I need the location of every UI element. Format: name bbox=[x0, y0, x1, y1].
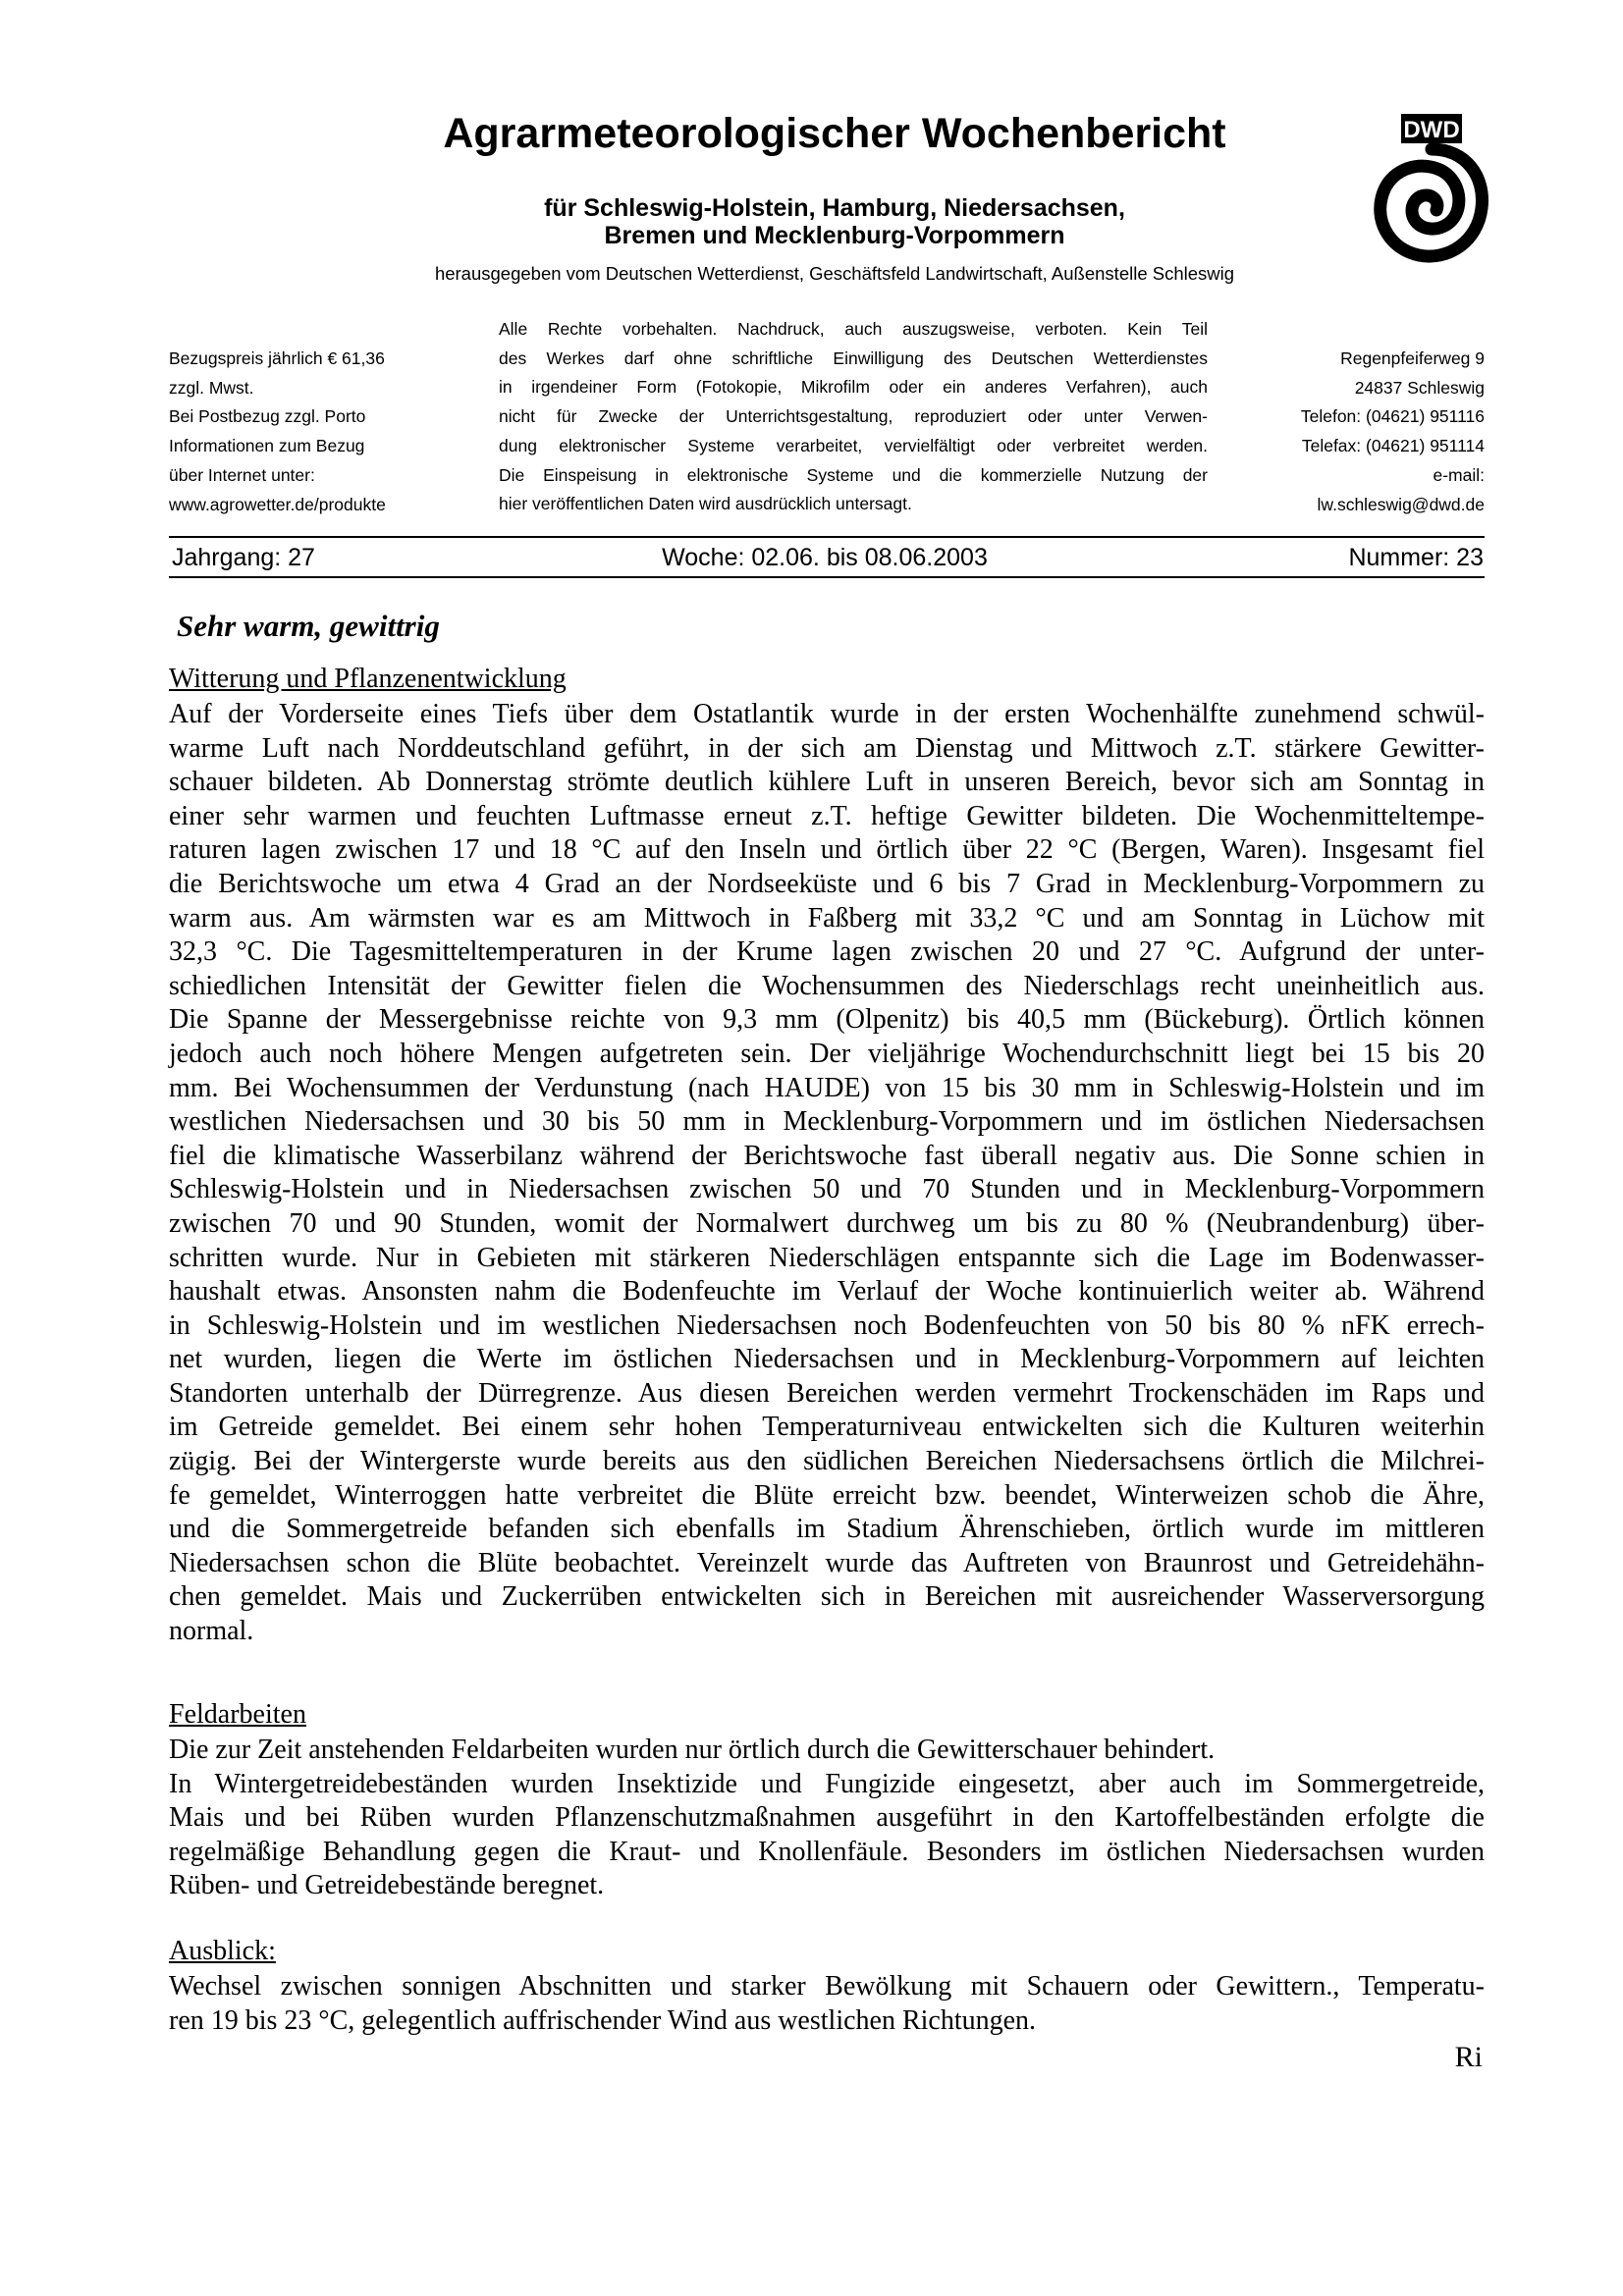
text-line: schritten wurde. Nur in Gebieten mit stärkeren Niederschlägen entspannte sich die Lage im Bodenwasser- bbox=[169, 1242, 1485, 1273]
text-line: warm aus. Am wärmsten war es am Mittwoch in Faßberg mit 33,2 °C und am Sonntag in Lüchow mit bbox=[169, 902, 1485, 934]
section-heading-witterung: Witterung und Pflanzenentwicklung bbox=[169, 664, 567, 694]
subscription-line: Informationen zum Bezug bbox=[169, 436, 365, 456]
text-line: warme Luft nach Norddeutschland geführt, in der sich am Dienstag und Mittwoch z.T. stärkere Gewitter- bbox=[169, 732, 1485, 764]
text-line: schauer bildeten. Ab Donnerstag strömte deutlich kühlere Luft in unseren Bereich, bevor sich am Sonntag in bbox=[169, 767, 1485, 798]
subscription-line: www.agrowetter.de/produkte bbox=[169, 494, 386, 514]
text-line: und die Sommergetreide befanden sich ebenfalls im Stadium Ährenschieben, örtlich wurde im mittleren bbox=[169, 1514, 1485, 1545]
section-heading-feldarbeiten: Feldarbeiten bbox=[169, 1699, 306, 1730]
dwd-spiral-logo-icon bbox=[1370, 110, 1492, 267]
text-line: zwischen 70 und 90 Stunden, womit der Normalwert durchweg um bis zu 80 % (Neubrandenburg) über- bbox=[169, 1207, 1485, 1239]
text-line: Wechsel zwischen sonnigen Abschnitten und starker Bewölkung mit Schauern oder Gewittern., Temperatu- bbox=[169, 1971, 1485, 2002]
info-bar-top-rule bbox=[169, 536, 1485, 538]
text-line: im Getreide gemeldet. Bei einem sehr hohen Temperaturniveau entwickelten sich die Kulturen weiterhin bbox=[169, 1412, 1485, 1443]
section-heading-ausblick: Ausblick: bbox=[169, 1936, 276, 1966]
copyright-line: Alle Rechte vorbehalten. Nachdruck, auch auszugsweise, verboten. Kein Teil bbox=[499, 319, 1208, 339]
contact-line: Regenpfeiferweg 9 bbox=[1340, 348, 1485, 368]
copyright-line: nicht für Zwecke der Unterrichtsgestaltung, reproduziert oder unter Verwen- bbox=[499, 406, 1208, 427]
text-line: mm. Bei Wochensummen der Verdunstung (nach HAUDE) von 15 bis 30 mm in Schleswig-Holstein und im bbox=[169, 1072, 1485, 1103]
copyright-line: hier veröffentlichen Daten wird ausdrücklich untersagt. bbox=[499, 494, 912, 514]
text-line: Die zur Zeit anstehenden Feldarbeiten wurden nur örtlich durch die Gewitterschauer behindert. bbox=[169, 1735, 1216, 1765]
copyright-line: in irgendeiner Form (Fotokopie, Mikrofilm oder ein anderes Verfahren), auch bbox=[499, 377, 1208, 398]
report-title: Agrarmeteorologischer Wochenbericht bbox=[443, 110, 1226, 157]
text-line: einer sehr warmen und feuchten Luftmasse erneut z.T. heftige Gewitter bildeten. Die Wochenmitteltempe- bbox=[169, 800, 1485, 831]
text-line: Schleswig-Holstein und in Niedersachsen zwischen 50 und 70 Stunden und in Mecklenburg-Vorpommern bbox=[169, 1174, 1485, 1205]
text-line: fiel die klimatische Wasserbilanz während der Berichtswoche fast überall negativ aus. Die Sonne schien in bbox=[169, 1140, 1485, 1171]
text-line: chen gemeldet. Mais und Zuckerrüben entwickelten sich in Bereichen mit ausreichender Wasserversorgung bbox=[169, 1581, 1485, 1613]
contact-line: Telefax: (04621) 951114 bbox=[1301, 436, 1485, 456]
subscription-info bbox=[169, 345, 386, 519]
copyright-notice bbox=[499, 315, 1208, 519]
report-headline: Sehr warm, gewittrig bbox=[177, 609, 440, 643]
text-line: schiedlichen Intensität der Gewitter fielen die Wochensummen des Niederschlags recht uneinheitlich aus. bbox=[169, 970, 1485, 1001]
text-line: net wurden, liegen die Werte im östlichen Niedersachsen und in Mecklenburg-Vorpommern auf leichten bbox=[169, 1344, 1485, 1375]
text-line: Standorten unterhalb der Dürregrenze. Aus diesen Bereichen werden vermehrt Trockenschäden im Raps und bbox=[169, 1377, 1485, 1409]
section-body-feldarbeiten bbox=[169, 1734, 1485, 1903]
subscription-line: zzgl. Mwst. bbox=[169, 377, 254, 398]
copyright-line: des Werkes darf ohne schriftliche Einwilligung des Deutschen Wetterdienstes bbox=[499, 347, 1208, 368]
jahrgang-label: Jahrgang: 27 bbox=[172, 544, 315, 571]
logo-text: DWD bbox=[1403, 117, 1460, 143]
text-line: In Wintergetreidebeständen wurden Insektizide und Fungizide eingesetzt, aber auch im Sommergetreide, bbox=[169, 1768, 1485, 1799]
text-line: normal. bbox=[169, 1616, 254, 1647]
subscription-line: Bezugspreis jährlich € 61,36 bbox=[169, 348, 385, 368]
contact-info bbox=[1159, 345, 1485, 519]
subscription-line: Bei Postbezug zzgl. Porto bbox=[169, 406, 366, 427]
text-line: raturen lagen zwischen 17 und 18 °C auf den Inseln und örtlich über 22 °C (Bergen, Waren). Insgesamt fiel bbox=[169, 834, 1485, 866]
section-body-witterung bbox=[169, 698, 1485, 1649]
copyright-line: dung elektronischer Systeme verarbeitet, vervielfältigt oder verbreitet werden. bbox=[499, 435, 1208, 455]
text-line: Die Spanne der Messergebnisse reichte von 9,3 mm (Olpenitz) bis 40,5 mm (Bückeburg). Örtlich können bbox=[169, 1004, 1485, 1036]
copyright-line: Die Einspeisung in elektronische Systeme und die kommerzielle Nutzung der bbox=[499, 464, 1208, 485]
text-line: westlichen Niedersachsen und 30 bis 50 mm in Mecklenburg-Vorpommern und im östlichen Niedersachsen bbox=[169, 1106, 1485, 1138]
text-line: Niedersachsen schon die Blüte beobachtet. Vereinzelt wurde das Auftreten von Braunrost und Getreidehähn- bbox=[169, 1547, 1485, 1578]
section-body-ausblick bbox=[169, 1970, 1485, 2038]
text-line: ren 19 bis 23 °C, gelegentlich auffrischender Wind aus westlichen Richtungen. bbox=[169, 2004, 1037, 2036]
contact-line: Telefon: (04621) 951116 bbox=[1300, 406, 1485, 427]
info-bar-bottom-rule bbox=[169, 576, 1485, 578]
text-line: in Schleswig-Holstein und im westlichen Niedersachsen noch Bodenfeuchten von 50 bis 80 % nFK errech- bbox=[169, 1309, 1485, 1341]
text-line: haushalt etwas. Ansonsten nahm die Bodenfeuchte im Verlauf der Woche kontinuierlich weiter ab. Während bbox=[169, 1276, 1485, 1308]
contact-email: lw.schleswig@dwd.de bbox=[1317, 494, 1485, 514]
text-line: Rüben- und Getreidebestände beregnet. bbox=[169, 1870, 605, 1901]
text-line: Mais und bei Rüben wurden Pflanzenschutzmaßnahmen ausgeführt in den Kartoffelbeständen erfolgte die bbox=[169, 1802, 1485, 1834]
text-line: regelmäßige Behandlung gegen die Kraut- und Knollenfäule. Besonders im östlichen Niedersachsen wurden bbox=[169, 1836, 1485, 1867]
report-subtitle-regions-1: für Schleswig-Holstein, Hamburg, Niedersachsen, bbox=[544, 194, 1125, 222]
text-line: Auf der Vorderseite eines Tiefs über dem Ostatlantik wurde in der ersten Wochenhälfte zunehmend schwül- bbox=[169, 699, 1485, 729]
contact-line: 24837 Schleswig bbox=[1354, 377, 1485, 398]
text-line: jedoch auch noch höhere Mengen aufgetreten sein. Der vieljährige Wochendurchschnitt liegt bei 15 bis 20 bbox=[169, 1038, 1485, 1069]
issue-number-label: Nummer: 23 bbox=[1348, 544, 1484, 571]
subscription-line: über Internet unter: bbox=[169, 464, 315, 485]
publisher-line: herausgegeben vom Deutschen Wetterdienst, Geschäftsfeld Landwirtschaft, Außenstelle Schleswig bbox=[434, 263, 1235, 284]
text-line: die Berichtswoche um etwa 4 Grad an der Nordseeküste und 6 bis 7 Grad in Mecklenburg-Vorpommern zu bbox=[169, 868, 1485, 899]
contact-line: e-mail: bbox=[1433, 464, 1485, 485]
text-line: 32,3 °C. Die Tagesmitteltemperaturen in der Krume lagen zwischen 20 und 27 °C. Aufgrund der unter- bbox=[169, 936, 1485, 968]
text-line: fe gemeldet, Winterroggen hatte verbreitet die Blüte erreicht bzw. beendet, Winterweizen schob die Ähre, bbox=[169, 1479, 1485, 1511]
author-initials: Ri bbox=[1454, 2041, 1483, 2073]
report-subtitle-regions-2: Bremen und Mecklenburg-Vorpommern bbox=[604, 222, 1065, 249]
week-range-label: Woche: 02.06. bis 08.06.2003 bbox=[662, 544, 988, 571]
text-line: zügig. Bei der Wintergerste wurde bereits aus den südlichen Bereichen Niedersachsens örtlich die Milchrei- bbox=[169, 1446, 1485, 1477]
